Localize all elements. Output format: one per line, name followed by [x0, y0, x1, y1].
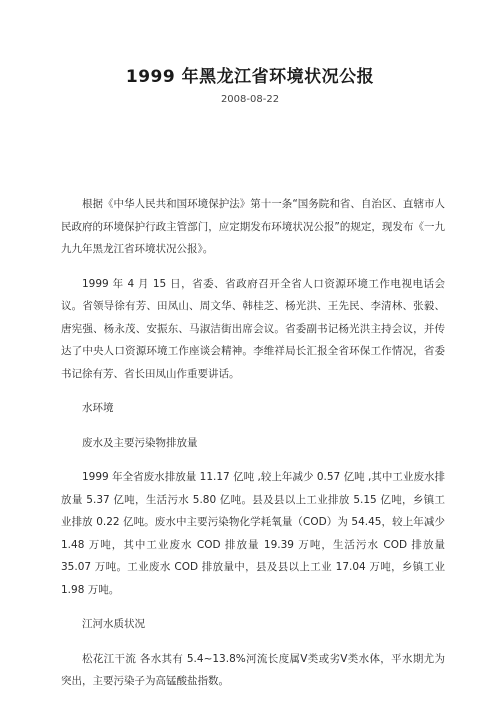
- subsection-heading-river-quality: 江河水质状况: [82, 618, 145, 630]
- wastewater-paragraph: 1999 年全省废水排放量 11.17 亿吨 ,较上年减少 0.57 亿吨 ,其中工业废水排放量 5.37 亿吨，生活污水 5.80 亿吨。县及县以上工业排放 5.15 亿吨，乡镇工业排放 0.22 亿吨。废水中主要污染物化学耗氧量（COD）为 54.45，较上年减少 1.48 万吨，其中工业废水 COD 排放量 19.39 万吨，生活污水 COD 排放量 35.07 万吨。工业废水 COD 排放量中，县及县以上工业 17.04 万吨，乡镇工业 1.98 万吨。: [61, 471, 445, 596]
- songhua-river-paragraph: 松花江干流 各水其有 5.4~13.8%河流长度属Ⅴ类或劣Ⅴ类水体，平水期尤为突出，主要污染子为高锰酸盐指数。: [61, 652, 445, 687]
- document-title: 1999 年黑龙江省环境状况公报: [125, 67, 375, 87]
- document-body: [61, 193, 445, 705]
- publish-date: 2008-08-22: [220, 94, 280, 105]
- section-heading-water-environment: 水环境: [82, 402, 114, 414]
- subsection-heading-wastewater: 废水及主要污染物排放量: [82, 436, 198, 449]
- meeting-paragraph: 1999 年 4 月 15 日，省委、省政府召开全省人口资源环境工作电视电话会议。省领导徐有芳、田凤山、周文华、韩桂芝、杨光洪、王先民、李清林、张毅、唐宪强、杨永茂、安振东、马淑洁街出席会议。省委副书记杨光洪主持会议，并传达了中央人口资源环境工作座谈会精神。李维祥局长汇报全省环保工作情况，省委书记徐有芳、省长田凤山作重要讲话。: [61, 277, 445, 380]
- intro-paragraph: 根据《中华人民共和国环境保护法》第十一条“国务院和省、自治区、直辖市人民政府的环境保护行政主管部门，应定期发布环境状况公报”的规定，现发布《一九九九年黑龙江省环境状况公报》。: [61, 198, 445, 255]
